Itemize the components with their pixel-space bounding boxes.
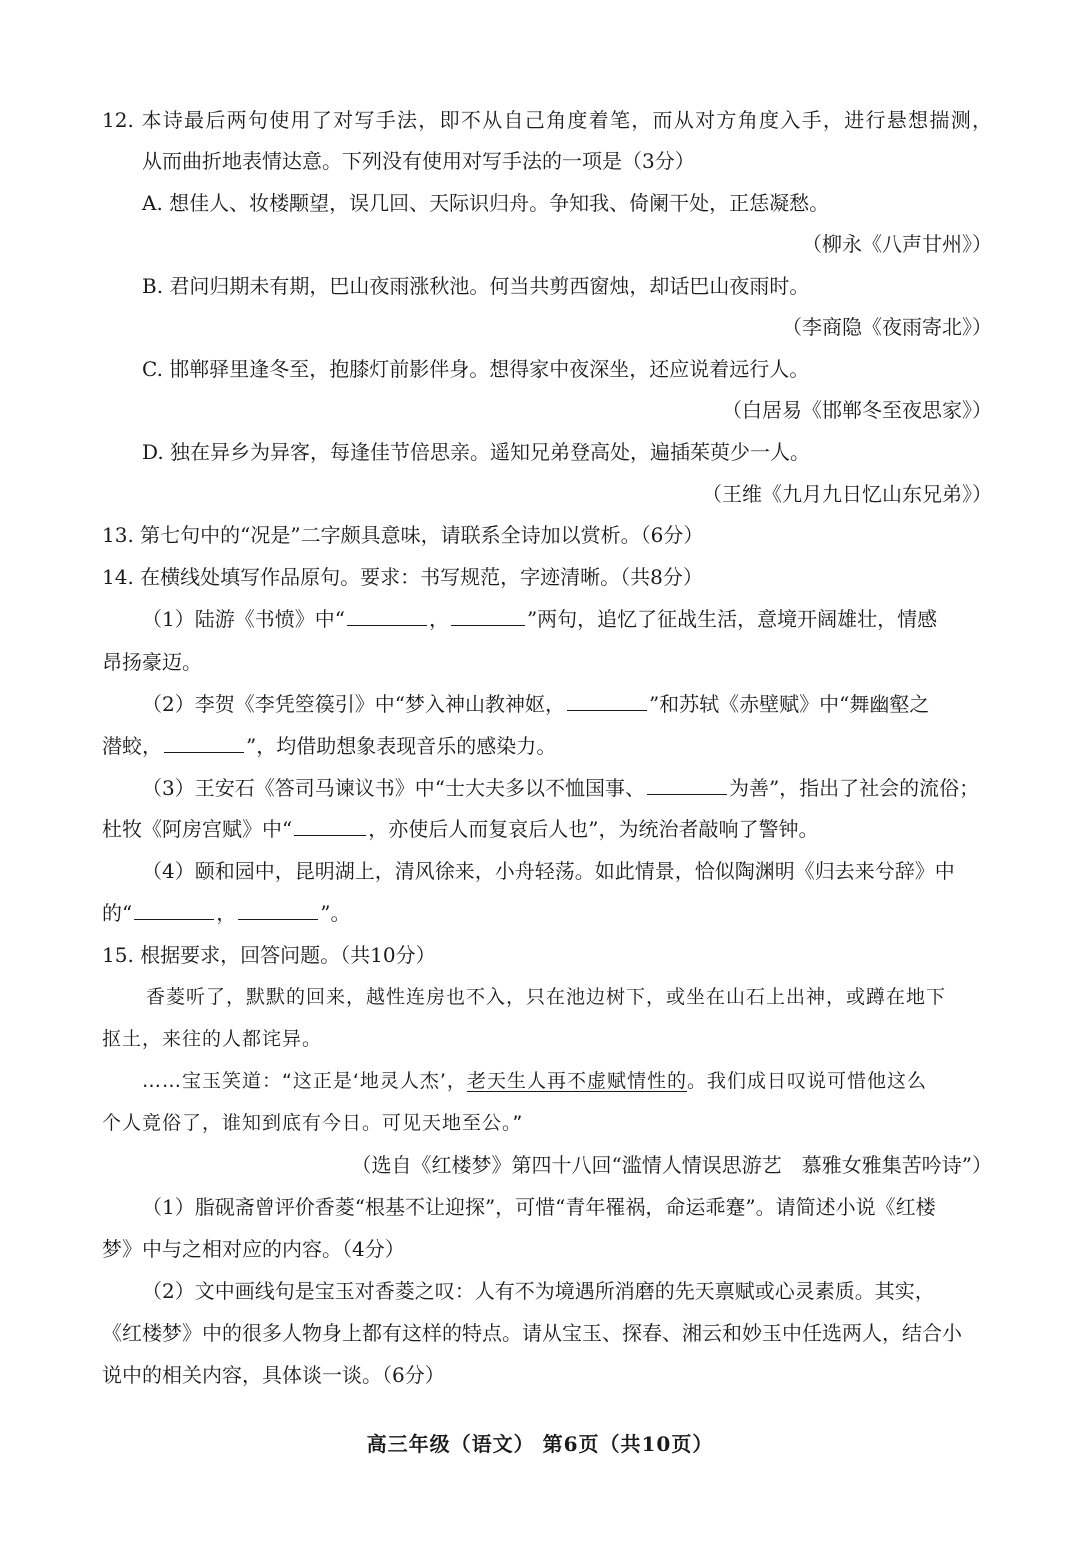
q14-sub4-text-b: 的“ bbox=[102, 901, 133, 925]
answer-blank[interactable] bbox=[647, 774, 727, 795]
q15-sub2-line2: 《红楼梦》中的很多人物身上都有这样的特点。请从宝玉、探春、湘云和妙玉中任选两人，结合小 bbox=[102, 1321, 962, 1345]
q13: 13. 第七句中的“况是”二字颇具意味，请联系全诗加以赏析。（6分） bbox=[102, 523, 704, 547]
q12-line2: 从而曲折地表情达意。下列没有使用对写手法的一项是（3分） bbox=[142, 149, 695, 173]
q15-sub2-line3: 说中的相关内容，具体谈一谈。（6分） bbox=[102, 1363, 445, 1387]
q14-sub4: （4）颐和园中，昆明湖上，清风徐来，小舟轻荡。如此情景，恰似陶渊明《归去来兮辞》中 bbox=[142, 859, 955, 883]
q14-sub1 bbox=[142, 605, 992, 633]
q14-sub2-cont bbox=[102, 732, 992, 760]
answer-blank[interactable] bbox=[347, 605, 427, 626]
q14-sub3-cont bbox=[102, 815, 992, 843]
answer-blank[interactable] bbox=[451, 605, 525, 626]
answer-blank[interactable] bbox=[294, 815, 366, 836]
passage-p1-line1: 香菱听了，默默的回来，越性连房也不入，只在池边树下，或坐在山石上出神，或蹲在地下 bbox=[146, 986, 947, 1008]
q12-line1: 12. 本诗最后两句使用了对写手法，即不从自己角度着笔，而从对方角度入手，进行悬想揣测， bbox=[102, 108, 992, 132]
q15-sub1-line2: 梦》中与之相对应的内容。（4分） bbox=[102, 1237, 405, 1261]
q14-sub1-cont: 昂扬豪迈。 bbox=[102, 650, 202, 674]
q14-sub1-text-a: （1）陆游《书愤》中“ bbox=[142, 607, 345, 631]
q14-title: 14. 在横线处填写作品原句。要求：书写规范，字迹清晰。（共8分） bbox=[102, 565, 703, 589]
q14-sub4-cont bbox=[102, 899, 992, 927]
answer-blank[interactable] bbox=[567, 690, 647, 711]
q15-sub1-line1: （1）脂砚斋曾评价香菱“根基不让迎探”，可惜“青年罹祸，命运乖蹇”。请简述小说《红楼 bbox=[142, 1195, 936, 1219]
option-c-source: （白居易《邯郸冬至夜思家》） bbox=[722, 398, 992, 422]
q14-sub2-text-b: ”和苏轼《赤壁赋》中“舞幽壑之 bbox=[648, 692, 930, 716]
q14-sub2 bbox=[142, 690, 992, 718]
passage-p2-line2: 个人竟俗了，谁知到底有今日。可见天地至公。” bbox=[102, 1112, 524, 1134]
q15-sub2-line1: （2）文中画线句是宝玉对香菱之叹：人有不为境遇所消磨的先天禀赋或心灵素质。其实， bbox=[142, 1279, 935, 1303]
underlined-sentence: 老天生人再不虚赋情性的 bbox=[466, 1070, 687, 1092]
q14-sub3-text-c: 杜牧《阿房宫赋》中“ bbox=[102, 817, 293, 841]
option-b-source: （李商隐《夜雨寄北》） bbox=[782, 315, 992, 339]
passage-p2-line1 bbox=[142, 1067, 992, 1095]
option-d: D. 独在异乡为异客，每逢佳节倍思亲。遥知兄弟登高处，遍插茱萸少一人。 bbox=[142, 440, 811, 464]
q14-sub4-text-c: ， bbox=[216, 901, 237, 925]
q14-sub3-text-b: 为善”，指出了社会的流俗； bbox=[728, 776, 980, 800]
q14-sub1-text-b: ， bbox=[428, 607, 449, 631]
q14-sub3-text-d: ，亦使后人而复哀后人也”，为统治者敲响了警钟。 bbox=[368, 817, 819, 841]
q14-sub1-text-c: ”两句，追忆了征战生活，意境开阔雄壮，情感 bbox=[526, 607, 938, 631]
q14-sub2-text-c: 潜蛟， bbox=[102, 734, 162, 758]
answer-blank[interactable] bbox=[238, 899, 318, 920]
option-a-source: （柳永《八声甘州》） bbox=[802, 232, 992, 256]
q14-sub3-text-a: （3）王安石《答司马谏议书》中“士大夫多以不恤国事、 bbox=[142, 776, 645, 800]
answer-blank[interactable] bbox=[164, 732, 244, 753]
option-d-source: （王维《九月九日忆山东兄弟》） bbox=[702, 482, 992, 506]
passage-quote-start: ……宝玉笑道：“这正是‘地灵人杰’， bbox=[142, 1070, 467, 1092]
page-footer: 高三年级（语文） 第6页（共10页） bbox=[366, 1432, 714, 1456]
passage-source: （选自《红楼梦》第四十八回“滥情人情误思游艺 慕雅女雅集苦吟诗”） bbox=[351, 1153, 992, 1177]
q14-sub2-text-d: ”，均借助想象表现音乐的感染力。 bbox=[246, 734, 557, 758]
passage-quote-end: 。我们成日叹说可惜他这么 bbox=[686, 1070, 927, 1092]
q14-sub4-text-d: ”。 bbox=[320, 901, 351, 925]
q14-sub3 bbox=[142, 774, 992, 802]
passage-p1-line2: 抠土，来往的人都诧异。 bbox=[102, 1028, 323, 1050]
option-c: C. 邯郸驿里逢冬至，抱膝灯前影伴身。想得家中夜深坐，还应说着远行人。 bbox=[142, 357, 810, 381]
option-a: A. 想佳人、妆楼颙望，误几回、天际识归舟。争知我、倚阑干处，正恁凝愁。 bbox=[142, 191, 830, 215]
answer-blank[interactable] bbox=[134, 899, 214, 920]
q15-title: 15. 根据要求，回答问题。（共10分） bbox=[102, 943, 436, 967]
option-b: B. 君问归期未有期，巴山夜雨涨秋池。何当共剪西窗烛，却话巴山夜雨时。 bbox=[142, 274, 810, 298]
q14-sub2-text-a: （2）李贺《李凭箜篌引》中“梦入神山教神妪， bbox=[142, 692, 565, 716]
